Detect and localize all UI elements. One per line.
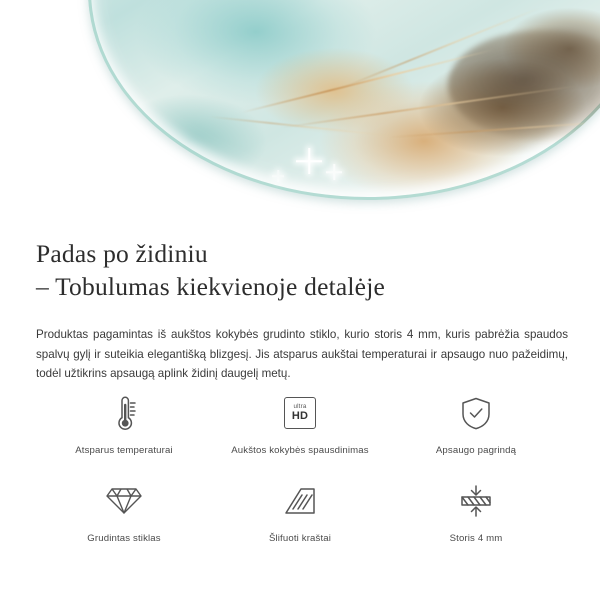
description-paragraph: Produktas pagamintas iš aukštos kokybės grudinto stiklo, kurio storis 4 mm, kuris pabrėžia spaudos spalvų gylį ir suteikia elegantišką blizgesį. Jis atsparus aukštai temperaturai ir apsaugo nuo pažeidimų, todėl užtikrins apsaugą aplink židinį daugelį metų. [36, 328, 568, 380]
feature-label: Atsparus temperaturai [75, 445, 173, 456]
ultra-hd-icon [284, 390, 316, 436]
shield-check-icon [459, 390, 493, 436]
feature-label: Aukštos kokybės spausdinimas [231, 445, 369, 456]
ultra-hd-badge-bottom: HD [291, 410, 309, 423]
feature-item-temperature [36, 390, 212, 456]
polished-edges-icon [281, 478, 319, 524]
headline-line-2: – Tobulumas kiekvienoje detalėje [36, 272, 386, 301]
ultra-hd-badge-top: ultra [293, 402, 307, 410]
feature-grid [36, 390, 564, 544]
feature-item-print-quality [212, 390, 388, 456]
thickness-icon [457, 478, 495, 524]
feature-item-surface-protection [388, 390, 564, 456]
feature-item-thickness [388, 478, 564, 544]
feature-label: Šlifuoti kraštai [268, 533, 332, 544]
feature-label: Apsaugo pagrindą [435, 445, 517, 456]
feature-item-polished-edges [212, 478, 388, 544]
feature-label: Storis 4 mm [449, 533, 503, 544]
content-block [0, 215, 600, 384]
diamond-icon [105, 478, 143, 524]
hero-image [0, 0, 600, 215]
feature-item-tempered-glass [36, 478, 212, 544]
headline-line-1: Padas po židiniu [36, 239, 208, 268]
page-title [36, 237, 564, 303]
thermometer-icon [107, 390, 141, 436]
feature-label: Grudintas stiklas [87, 533, 161, 544]
glass-disc-graphic [88, 0, 600, 200]
